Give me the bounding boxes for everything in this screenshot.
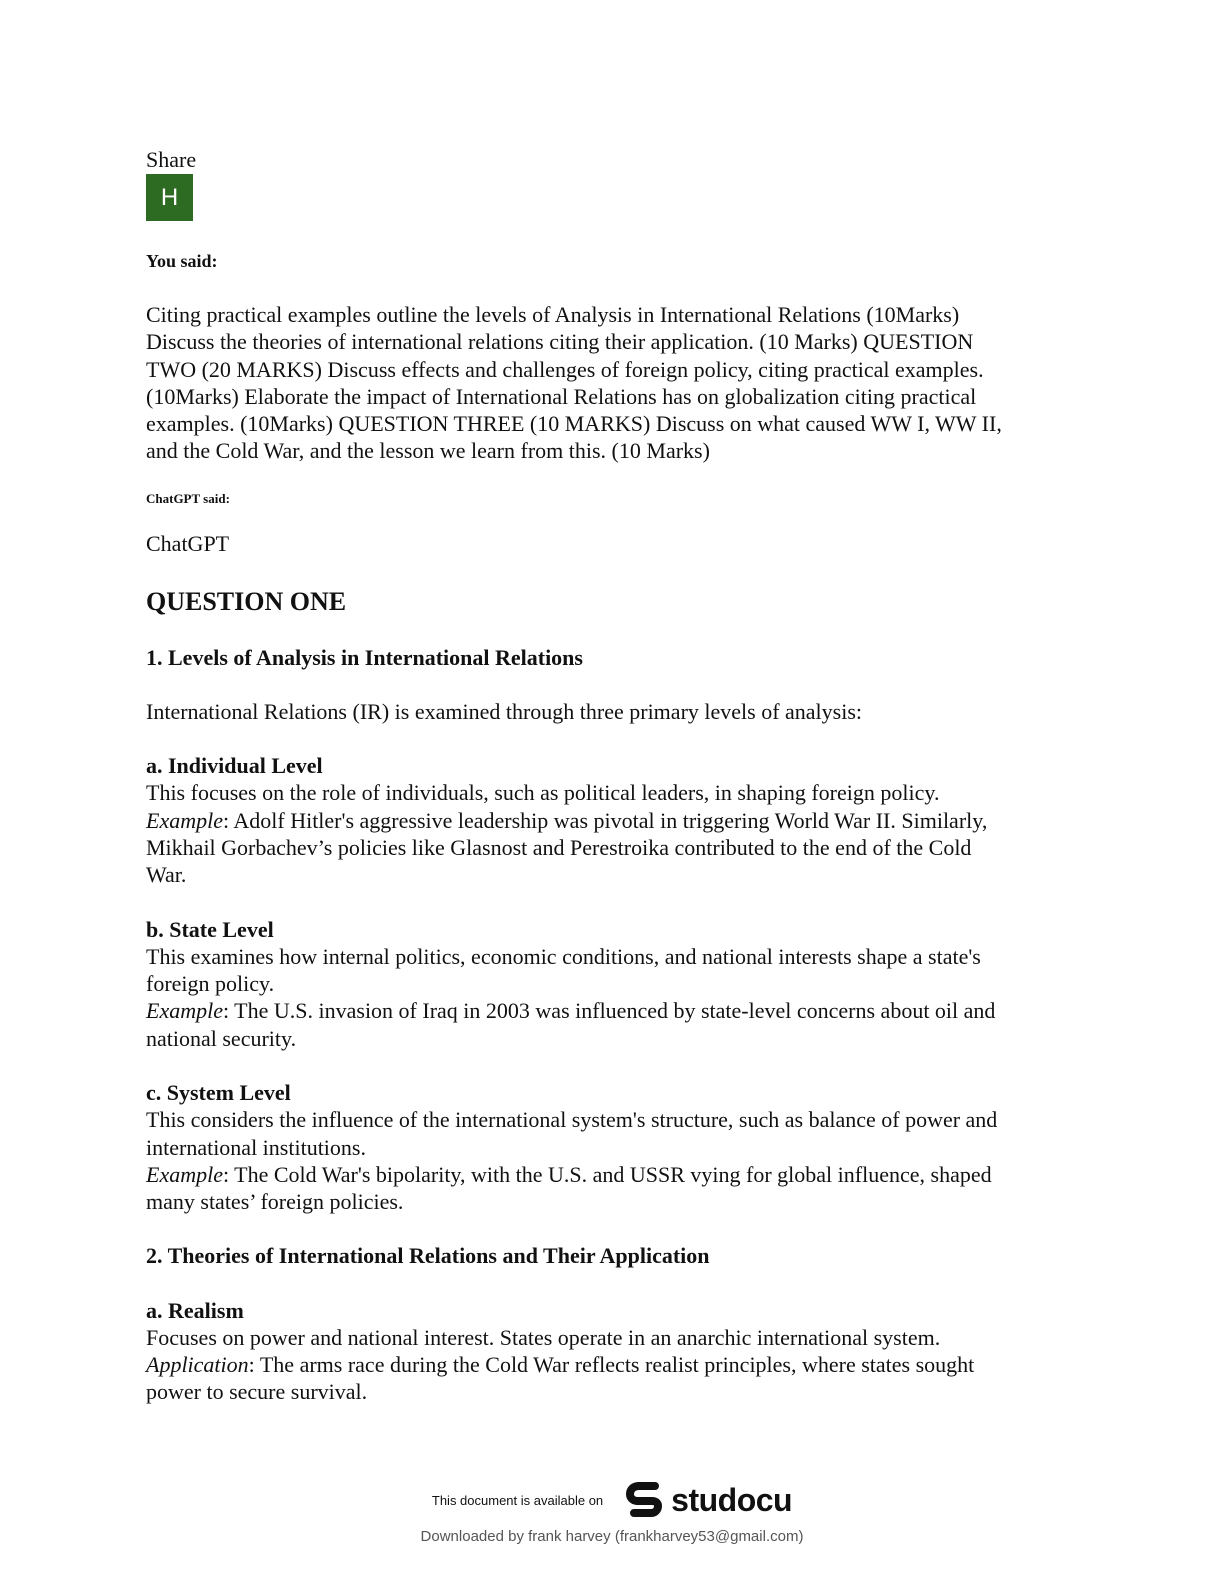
example-line: War. — [146, 862, 187, 888]
theory-title: a. Realism — [146, 1297, 244, 1323]
studocu-brand: studocu — [671, 1481, 793, 1518]
example-line: national security. — [146, 1025, 297, 1051]
studocu-logo[interactable] — [625, 1480, 792, 1520]
level-line: This examines how internal politics, economic conditions, and national interests shape a state's — [146, 943, 981, 969]
section1-heading: 1. Levels of Analysis in International Relations — [146, 644, 583, 670]
prompt-line: TWO (20 MARKS) Discuss effects and challenges of foreign policy, citing practical examples. — [146, 356, 984, 382]
section2-heading: 2. Theories of International Relations and Their Application — [146, 1242, 710, 1268]
level-line: international institutions. — [146, 1134, 366, 1160]
application-line — [146, 1351, 1076, 1378]
assistant-label: ChatGPT said: — [146, 490, 230, 506]
assistant-name: ChatGPT — [146, 530, 230, 556]
question-heading: QUESTION ONE — [146, 586, 347, 616]
available-text: This document is available on — [431, 1492, 604, 1508]
prompt-line: Citing practical examples outline the levels of Analysis in International Relations (10Marks) — [146, 302, 960, 327]
level-line: foreign policy. — [146, 971, 275, 997]
theory-realism — [146, 1297, 1076, 1406]
avatar-letter: H — [160, 183, 179, 211]
prompt-line: (10Marks) Elaborate the impact of International Relations has on globalization citing practical — [146, 383, 977, 409]
level-state — [146, 916, 1076, 1052]
prompt-line: and the Cold War, and the lesson we learn from this. (10 Marks) — [146, 438, 710, 464]
example-line — [146, 807, 1076, 834]
level-title: c. System Level — [146, 1080, 291, 1106]
prompt-line: Discuss the theories of international relations citing their application. (10 Marks) QUESTION — [146, 329, 974, 355]
application-text: : The arms race during the Cold War reflects realist principles, where states sought — [248, 1352, 975, 1378]
downloaded-by-text: Downloaded by frank harvey (frankharvey53@gmail.com) — [420, 1528, 804, 1545]
example-text: : Adolf Hitler's aggressive leadership was pivotal in triggering World War II. Similarly, — [222, 807, 988, 833]
example-line — [146, 1161, 1076, 1188]
example-line: Mikhail Gorbachev’s policies like Glasnost and Perestroika contributed to the end of the Cold — [146, 834, 972, 860]
example-label: Example — [146, 1161, 223, 1187]
level-line: This focuses on the role of individuals, such as political leaders, in shaping foreign policy. — [146, 780, 940, 806]
example-label: Example — [146, 807, 223, 833]
level-line: This considers the influence of the international system's structure, such as balance of power and — [146, 1107, 998, 1133]
level-individual — [146, 752, 1076, 888]
level-system — [146, 1079, 1076, 1215]
example-text: : The Cold War's bipolarity, with the U.S. and USSR vying for global influence, shaped — [222, 1161, 992, 1187]
studocu-logo-icon — [625, 1480, 665, 1520]
application-label: Application — [146, 1352, 249, 1378]
avatar — [146, 174, 193, 221]
theory-line: Focuses on power and national interest. States operate in an anarchic international system. — [146, 1324, 941, 1350]
prompt-line: examples. (10Marks) QUESTION THREE (10 MARKS) Discuss on what caused WW I, WW II, — [146, 411, 1002, 437]
example-line — [146, 997, 1076, 1024]
document-page — [146, 146, 1076, 1406]
level-title: b. State Level — [146, 916, 274, 942]
section1-intro: International Relations (IR) is examined through three primary levels of analysis: — [146, 698, 863, 724]
level-title: a. Individual Level — [146, 753, 323, 779]
example-text: : The U.S. invasion of Iraq in 2003 was influenced by state-level concerns about oil and — [222, 998, 996, 1024]
user-prompt — [146, 301, 1076, 465]
footer — [0, 1480, 1224, 1545]
user-label: You said: — [146, 251, 218, 271]
share-label[interactable]: Share — [146, 147, 197, 172]
example-label: Example — [146, 998, 223, 1024]
example-line: many states’ foreign policies. — [146, 1189, 404, 1215]
application-line: power to secure survival. — [146, 1379, 368, 1405]
